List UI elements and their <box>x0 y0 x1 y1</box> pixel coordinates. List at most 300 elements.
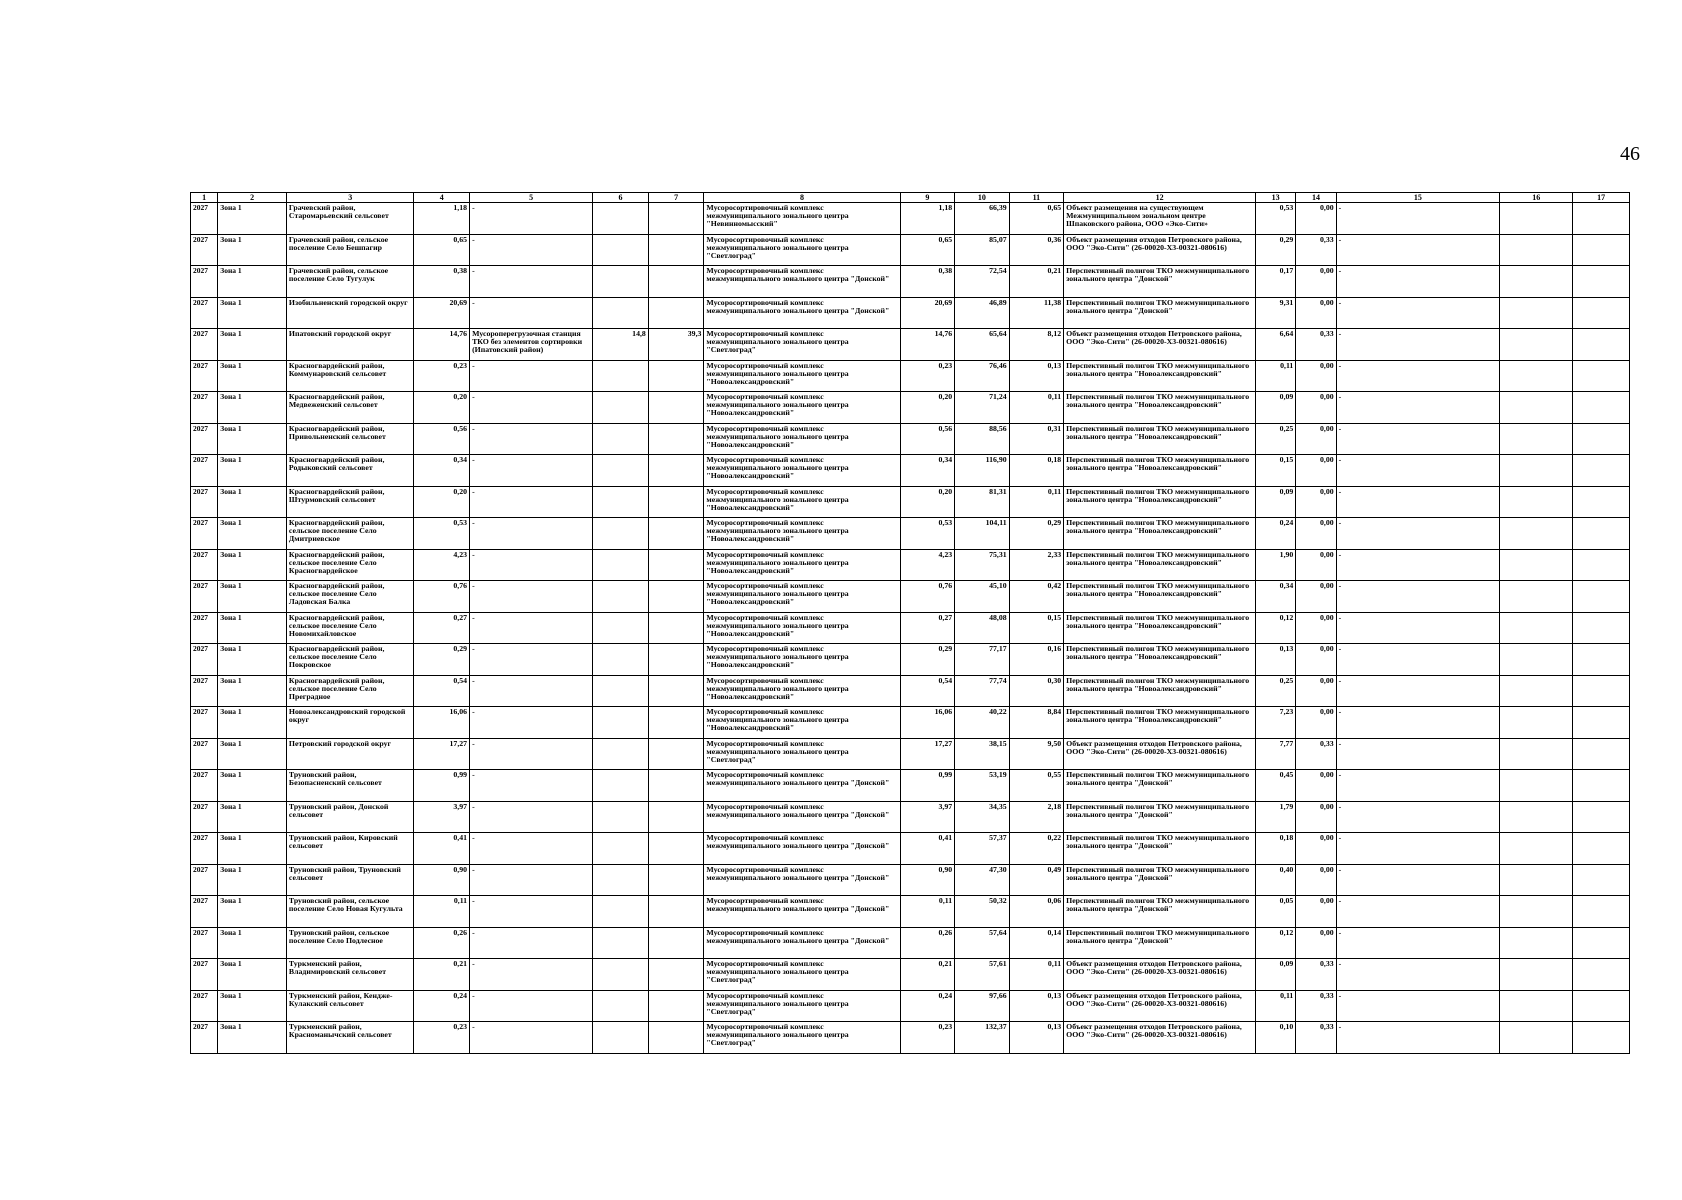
cell-sorting-volume: 20,69 <box>900 297 955 329</box>
cell-col-16 <box>1500 203 1573 235</box>
cell-waste-volume: 0,23 <box>414 1022 470 1054</box>
column-number-6: 6 <box>593 193 649 203</box>
cell-year: 2027 <box>191 455 218 487</box>
cell-transfer-station: - <box>470 644 593 676</box>
cell-col-17 <box>1573 423 1630 455</box>
cell-transfer-station: - <box>470 927 593 959</box>
cell-transfer-distance <box>648 549 704 581</box>
cell-sorting-complex: Мусоросортировочный комплекс межмуниципального зонального центра "Донской" <box>704 833 900 865</box>
cell-waste-volume: 0,21 <box>414 959 470 991</box>
cell-disposal-object: Перспективный полигон ТКО межмуниципального зонального центра "Новоалександровский" <box>1064 675 1256 707</box>
cell-zone: Зона 1 <box>218 738 287 770</box>
cell-recyclables-volume: 0,40 <box>1256 864 1296 896</box>
cell-zone: Зона 1 <box>218 864 287 896</box>
cell-disposal-volume: 0,11 <box>1009 959 1064 991</box>
cell-col-15: - <box>1336 864 1500 896</box>
cell-disposal-object: Объект размещения отходов Петровского района, ООО "Эко-Сити" (26-00020-Х3-00321-080616) <box>1064 329 1256 361</box>
cell-sorting-volume: 3,97 <box>900 801 955 833</box>
cell-municipality: Труновский район, Кировский сельсовет <box>286 833 414 865</box>
cell-year: 2027 <box>191 360 218 392</box>
cell-sorting-complex: Мусоросортировочный комплекс межмуниципального зонального центра "Новоалександровский" <box>704 549 900 581</box>
cell-transfer-distance <box>648 423 704 455</box>
cell-col-16 <box>1500 455 1573 487</box>
cell-waste-volume: 1,18 <box>414 203 470 235</box>
cell-col-17 <box>1573 675 1630 707</box>
cell-utilization-share: 0,00 <box>1296 455 1336 487</box>
cell-waste-volume: 16,06 <box>414 707 470 739</box>
cell-transfer-distance <box>648 1022 704 1054</box>
cell-col-17 <box>1573 297 1630 329</box>
cell-recyclables-volume: 0,53 <box>1256 203 1296 235</box>
cell-disposal-volume: 0,29 <box>1009 518 1064 550</box>
cell-transfer-distance <box>648 927 704 959</box>
cell-transfer-station: - <box>470 549 593 581</box>
cell-utilization-share: 0,00 <box>1296 833 1336 865</box>
cell-municipality: Красногвардейский район, Родыковский сельсовет <box>286 455 414 487</box>
cell-waste-volume: 0,26 <box>414 927 470 959</box>
cell-transfer-station: - <box>470 581 593 613</box>
cell-distance-km: 57,64 <box>955 927 1010 959</box>
cell-sorting-complex: Мусоросортировочный комплекс межмуниципального зонального центра "Донской" <box>704 864 900 896</box>
cell-transfer-station: - <box>470 455 593 487</box>
cell-waste-volume: 0,65 <box>414 234 470 266</box>
cell-sorting-complex: Мусоросортировочный комплекс межмуниципального зонального центра "Новоалександровский" <box>704 455 900 487</box>
cell-disposal-volume: 0,21 <box>1009 266 1064 298</box>
cell-utilization-share: 0,00 <box>1296 297 1336 329</box>
cell-transfer-distance <box>648 896 704 928</box>
cell-col-17 <box>1573 738 1630 770</box>
cell-disposal-volume: 0,16 <box>1009 644 1064 676</box>
cell-col-15: - <box>1336 360 1500 392</box>
cell-year: 2027 <box>191 990 218 1022</box>
cell-sorting-volume: 0,29 <box>900 644 955 676</box>
cell-waste-volume: 17,27 <box>414 738 470 770</box>
cell-sorting-complex: Мусоросортировочный комплекс межмуниципального зонального центра "Новоалександровский" <box>704 360 900 392</box>
cell-sorting-volume: 0,26 <box>900 927 955 959</box>
cell-transfer-distance <box>648 959 704 991</box>
cell-waste-volume: 0,99 <box>414 770 470 802</box>
cell-zone: Зона 1 <box>218 423 287 455</box>
cell-recyclables-volume: 0,15 <box>1256 455 1296 487</box>
cell-transfer-capacity <box>593 486 649 518</box>
cell-col-16 <box>1500 297 1573 329</box>
cell-waste-volume: 0,56 <box>414 423 470 455</box>
cell-disposal-volume: 2,18 <box>1009 801 1064 833</box>
cell-distance-km: 66,39 <box>955 203 1010 235</box>
cell-sorting-volume: 0,11 <box>900 896 955 928</box>
cell-transfer-distance <box>648 864 704 896</box>
cell-recyclables-volume: 1,79 <box>1256 801 1296 833</box>
column-number-16: 16 <box>1500 193 1573 203</box>
cell-year: 2027 <box>191 1022 218 1054</box>
cell-col-16 <box>1500 738 1573 770</box>
cell-col-15: - <box>1336 770 1500 802</box>
cell-sorting-volume: 0,53 <box>900 518 955 550</box>
cell-distance-km: 77,74 <box>955 675 1010 707</box>
cell-disposal-volume: 0,18 <box>1009 455 1064 487</box>
cell-sorting-volume: 0,23 <box>900 1022 955 1054</box>
cell-col-16 <box>1500 360 1573 392</box>
cell-distance-km: 75,31 <box>955 549 1010 581</box>
table-row <box>191 392 1630 424</box>
cell-utilization-share: 0,00 <box>1296 864 1336 896</box>
cell-transfer-capacity <box>593 959 649 991</box>
cell-waste-volume: 14,76 <box>414 329 470 361</box>
cell-transfer-distance <box>648 234 704 266</box>
cell-disposal-volume: 0,13 <box>1009 360 1064 392</box>
cell-zone: Зона 1 <box>218 770 287 802</box>
cell-municipality: Ипатовский городской округ <box>286 329 414 361</box>
cell-col-17 <box>1573 770 1630 802</box>
cell-year: 2027 <box>191 959 218 991</box>
cell-disposal-volume: 0,11 <box>1009 486 1064 518</box>
table-row <box>191 644 1630 676</box>
column-number-15: 15 <box>1336 193 1500 203</box>
cell-transfer-distance: 39,3 <box>648 329 704 361</box>
table-row <box>191 581 1630 613</box>
cell-municipality: Изобильненский городской округ <box>286 297 414 329</box>
cell-col-17 <box>1573 392 1630 424</box>
cell-sorting-volume: 0,23 <box>900 360 955 392</box>
cell-transfer-distance <box>648 990 704 1022</box>
cell-disposal-object: Перспективный полигон ТКО межмуниципального зонального центра "Новоалександровский" <box>1064 549 1256 581</box>
cell-disposal-object: Перспективный полигон ТКО межмуниципального зонального центра "Новоалександровский" <box>1064 707 1256 739</box>
cell-utilization-share: 0,00 <box>1296 707 1336 739</box>
cell-year: 2027 <box>191 644 218 676</box>
cell-col-15: - <box>1336 329 1500 361</box>
cell-municipality: Грачевский район, сельское поселение Село Бешпагир <box>286 234 414 266</box>
cell-disposal-volume: 0,42 <box>1009 581 1064 613</box>
cell-col-15: - <box>1336 234 1500 266</box>
cell-waste-volume: 0,34 <box>414 455 470 487</box>
cell-disposal-object: Объект размещения отходов Петровского района, ООО "Эко-Сити" (26-00020-Х3-00321-080616) <box>1064 990 1256 1022</box>
cell-transfer-station: Мусороперегрузочная станция ТКО без элементов сортировки (Ипатовский район) <box>470 329 593 361</box>
cell-sorting-volume: 0,38 <box>900 266 955 298</box>
cell-transfer-capacity <box>593 203 649 235</box>
cell-disposal-object: Перспективный полигон ТКО межмуниципального зонального центра "Донской" <box>1064 927 1256 959</box>
cell-col-17 <box>1573 959 1630 991</box>
cell-col-17 <box>1573 864 1630 896</box>
cell-zone: Зона 1 <box>218 927 287 959</box>
cell-recyclables-volume: 0,25 <box>1256 675 1296 707</box>
cell-disposal-object: Перспективный полигон ТКО межмуниципального зонального центра "Донской" <box>1064 297 1256 329</box>
cell-disposal-object: Перспективный полигон ТКО межмуниципального зонального центра "Новоалександровский" <box>1064 486 1256 518</box>
cell-col-17 <box>1573 518 1630 550</box>
cell-sorting-volume: 0,24 <box>900 990 955 1022</box>
cell-distance-km: 81,31 <box>955 486 1010 518</box>
cell-zone: Зона 1 <box>218 833 287 865</box>
cell-col-16 <box>1500 486 1573 518</box>
cell-col-15: - <box>1336 833 1500 865</box>
cell-utilization-share: 0,33 <box>1296 1022 1336 1054</box>
cell-transfer-station: - <box>470 486 593 518</box>
cell-col-15: - <box>1336 612 1500 644</box>
cell-col-16 <box>1500 990 1573 1022</box>
cell-disposal-volume: 0,13 <box>1009 1022 1064 1054</box>
cell-recyclables-volume: 0,10 <box>1256 1022 1296 1054</box>
cell-transfer-station: - <box>470 203 593 235</box>
cell-transfer-station: - <box>470 297 593 329</box>
cell-sorting-volume: 0,27 <box>900 612 955 644</box>
cell-col-17 <box>1573 990 1630 1022</box>
cell-disposal-object: Перспективный полигон ТКО межмуниципального зонального центра "Новоалександровский" <box>1064 392 1256 424</box>
cell-distance-km: 57,37 <box>955 833 1010 865</box>
cell-recyclables-volume: 0,18 <box>1256 833 1296 865</box>
cell-year: 2027 <box>191 675 218 707</box>
cell-year: 2027 <box>191 833 218 865</box>
cell-col-15: - <box>1336 959 1500 991</box>
cell-transfer-capacity <box>593 864 649 896</box>
cell-sorting-complex: Мусоросортировочный комплекс межмуниципального зонального центра "Новоалександровский" <box>704 581 900 613</box>
table-row <box>191 833 1630 865</box>
table-row <box>191 360 1630 392</box>
cell-municipality: Красногвардейский район, сельское поселение Село Красногвардейское <box>286 549 414 581</box>
cell-transfer-capacity <box>593 266 649 298</box>
cell-zone: Зона 1 <box>218 612 287 644</box>
cell-disposal-volume: 8,12 <box>1009 329 1064 361</box>
cell-year: 2027 <box>191 329 218 361</box>
cell-transfer-station: - <box>470 738 593 770</box>
cell-disposal-volume: 0,06 <box>1009 896 1064 928</box>
table-row <box>191 297 1630 329</box>
cell-municipality: Красногвардейский район, сельское поселение Село Новомихайловское <box>286 612 414 644</box>
cell-transfer-capacity <box>593 770 649 802</box>
cell-year: 2027 <box>191 801 218 833</box>
cell-waste-volume: 0,11 <box>414 896 470 928</box>
cell-transfer-station: - <box>470 896 593 928</box>
column-number-row <box>191 193 1630 203</box>
cell-transfer-distance <box>648 360 704 392</box>
cell-utilization-share: 0,00 <box>1296 801 1336 833</box>
cell-sorting-volume: 14,76 <box>900 329 955 361</box>
cell-transfer-distance <box>648 833 704 865</box>
cell-transfer-capacity <box>593 423 649 455</box>
cell-year: 2027 <box>191 927 218 959</box>
cell-col-16 <box>1500 675 1573 707</box>
cell-transfer-station: - <box>470 234 593 266</box>
cell-distance-km: 104,11 <box>955 518 1010 550</box>
cell-col-15: - <box>1336 297 1500 329</box>
cell-col-16 <box>1500 770 1573 802</box>
cell-col-17 <box>1573 833 1630 865</box>
cell-utilization-share: 0,33 <box>1296 329 1336 361</box>
cell-disposal-object: Объект размещения отходов Петровского района, ООО "Эко-Сити" (26-00020-Х3-00321-080616) <box>1064 738 1256 770</box>
cell-col-16 <box>1500 549 1573 581</box>
waste-flow-table <box>190 192 1630 1054</box>
cell-distance-km: 77,17 <box>955 644 1010 676</box>
cell-col-17 <box>1573 234 1630 266</box>
cell-distance-km: 48,08 <box>955 612 1010 644</box>
cell-zone: Зона 1 <box>218 518 287 550</box>
cell-year: 2027 <box>191 518 218 550</box>
cell-zone: Зона 1 <box>218 644 287 676</box>
cell-sorting-volume: 0,99 <box>900 770 955 802</box>
cell-transfer-capacity <box>593 675 649 707</box>
cell-municipality: Труновский район, сельское поселение Село Подлесное <box>286 927 414 959</box>
cell-year: 2027 <box>191 864 218 896</box>
cell-transfer-distance <box>648 581 704 613</box>
cell-sorting-complex: Мусоросортировочный комплекс межмуниципального зонального центра "Новоалександровский" <box>704 392 900 424</box>
cell-col-15: - <box>1336 203 1500 235</box>
cell-waste-volume: 20,69 <box>414 297 470 329</box>
cell-utilization-share: 0,00 <box>1296 360 1336 392</box>
cell-transfer-capacity <box>593 1022 649 1054</box>
cell-sorting-volume: 4,23 <box>900 549 955 581</box>
cell-col-17 <box>1573 612 1630 644</box>
cell-transfer-distance <box>648 770 704 802</box>
cell-transfer-distance <box>648 801 704 833</box>
cell-disposal-volume: 0,36 <box>1009 234 1064 266</box>
table-row <box>191 707 1630 739</box>
cell-transfer-station: - <box>470 707 593 739</box>
table-body <box>191 203 1630 1054</box>
cell-sorting-volume: 16,06 <box>900 707 955 739</box>
table-row <box>191 990 1630 1022</box>
cell-zone: Зона 1 <box>218 266 287 298</box>
cell-disposal-object: Перспективный полигон ТКО межмуниципального зонального центра "Новоалександровский" <box>1064 455 1256 487</box>
cell-col-17 <box>1573 360 1630 392</box>
cell-distance-km: 71,24 <box>955 392 1010 424</box>
cell-col-16 <box>1500 927 1573 959</box>
cell-disposal-volume: 0,65 <box>1009 203 1064 235</box>
cell-transfer-capacity <box>593 549 649 581</box>
cell-col-16 <box>1500 959 1573 991</box>
cell-sorting-volume: 1,18 <box>900 203 955 235</box>
cell-disposal-volume: 0,22 <box>1009 833 1064 865</box>
cell-disposal-object: Объект размещения на существующем Межмуниципальном зональном центре Шпаковского района, ООО «Эко-Сити» <box>1064 203 1256 235</box>
cell-waste-volume: 0,20 <box>414 486 470 518</box>
cell-recyclables-volume: 0,45 <box>1256 770 1296 802</box>
cell-waste-volume: 4,23 <box>414 549 470 581</box>
cell-distance-km: 47,30 <box>955 864 1010 896</box>
cell-sorting-volume: 0,20 <box>900 486 955 518</box>
cell-distance-km: 50,32 <box>955 896 1010 928</box>
cell-utilization-share: 0,33 <box>1296 990 1336 1022</box>
cell-waste-volume: 0,24 <box>414 990 470 1022</box>
cell-disposal-object: Перспективный полигон ТКО межмуниципального зонального центра "Новоалександровский" <box>1064 518 1256 550</box>
cell-col-15: - <box>1336 549 1500 581</box>
cell-municipality: Грачевский район, Старомарьевский сельсовет <box>286 203 414 235</box>
cell-utilization-share: 0,00 <box>1296 203 1336 235</box>
cell-transfer-capacity <box>593 360 649 392</box>
column-number-8: 8 <box>704 193 900 203</box>
cell-distance-km: 85,07 <box>955 234 1010 266</box>
cell-sorting-complex: Мусоросортировочный комплекс межмуниципального зонального центра "Новоалександровский" <box>704 612 900 644</box>
cell-municipality: Петровский городской округ <box>286 738 414 770</box>
cell-transfer-capacity: 14,8 <box>593 329 649 361</box>
cell-col-16 <box>1500 896 1573 928</box>
cell-municipality: Новоалександровский городской округ <box>286 707 414 739</box>
cell-utilization-share: 0,00 <box>1296 927 1336 959</box>
cell-recyclables-volume: 9,31 <box>1256 297 1296 329</box>
cell-sorting-volume: 0,21 <box>900 959 955 991</box>
cell-transfer-capacity <box>593 297 649 329</box>
cell-zone: Зона 1 <box>218 203 287 235</box>
cell-municipality: Красногвардейский район, Медвеженский сельсовет <box>286 392 414 424</box>
table-row <box>191 1022 1630 1054</box>
cell-year: 2027 <box>191 203 218 235</box>
cell-disposal-object: Перспективный полигон ТКО межмуниципального зонального центра "Донской" <box>1064 864 1256 896</box>
cell-utilization-share: 0,00 <box>1296 549 1336 581</box>
cell-zone: Зона 1 <box>218 329 287 361</box>
cell-recyclables-volume: 0,13 <box>1256 644 1296 676</box>
cell-municipality: Красногвардейский район, сельское поселение Село Ладовская Балка <box>286 581 414 613</box>
cell-disposal-object: Перспективный полигон ТКО межмуниципального зонального центра "Новоалександровский" <box>1064 644 1256 676</box>
cell-distance-km: 88,56 <box>955 423 1010 455</box>
cell-disposal-object: Перспективный полигон ТКО межмуниципального зонального центра "Новоалександровский" <box>1064 360 1256 392</box>
cell-distance-km: 45,10 <box>955 581 1010 613</box>
cell-year: 2027 <box>191 612 218 644</box>
cell-utilization-share: 0,00 <box>1296 581 1336 613</box>
cell-distance-km: 97,66 <box>955 990 1010 1022</box>
cell-transfer-capacity <box>593 644 649 676</box>
cell-sorting-complex: Мусоросортировочный комплекс межмуниципального зонального центра "Невинномысский" <box>704 203 900 235</box>
cell-sorting-complex: Мусоросортировочный комплекс межмуниципального зонального центра "Новоалександровский" <box>704 423 900 455</box>
cell-zone: Зона 1 <box>218 392 287 424</box>
cell-recyclables-volume: 1,90 <box>1256 549 1296 581</box>
cell-recyclables-volume: 0,12 <box>1256 612 1296 644</box>
cell-col-15: - <box>1336 266 1500 298</box>
table-row <box>191 801 1630 833</box>
cell-sorting-complex: Мусоросортировочный комплекс межмуниципального зонального центра "Донской" <box>704 770 900 802</box>
cell-transfer-station: - <box>470 266 593 298</box>
cell-utilization-share: 0,00 <box>1296 392 1336 424</box>
cell-utilization-share: 0,33 <box>1296 959 1336 991</box>
cell-col-17 <box>1573 927 1630 959</box>
cell-col-17 <box>1573 644 1630 676</box>
cell-col-15: - <box>1336 675 1500 707</box>
cell-transfer-distance <box>648 612 704 644</box>
cell-sorting-volume: 0,20 <box>900 392 955 424</box>
cell-col-15: - <box>1336 738 1500 770</box>
cell-transfer-station: - <box>470 801 593 833</box>
cell-municipality: Труновский район, Донской сельсовет <box>286 801 414 833</box>
table-row <box>191 518 1630 550</box>
cell-municipality: Труновский район, сельское поселение Село Новая Кугульта <box>286 896 414 928</box>
cell-col-16 <box>1500 392 1573 424</box>
column-number-11: 11 <box>1009 193 1064 203</box>
cell-municipality: Туркменский район, Кендже-Кулакский сельсовет <box>286 990 414 1022</box>
table-row <box>191 549 1630 581</box>
cell-sorting-volume: 0,76 <box>900 581 955 613</box>
cell-municipality: Грачевский район, сельское поселение Село Тугулук <box>286 266 414 298</box>
table-row <box>191 738 1630 770</box>
cell-col-17 <box>1573 329 1630 361</box>
cell-col-17 <box>1573 455 1630 487</box>
cell-sorting-volume: 0,41 <box>900 833 955 865</box>
cell-distance-km: 132,37 <box>955 1022 1010 1054</box>
cell-col-16 <box>1500 644 1573 676</box>
cell-distance-km: 46,89 <box>955 297 1010 329</box>
cell-zone: Зона 1 <box>218 486 287 518</box>
cell-transfer-capacity <box>593 234 649 266</box>
cell-transfer-station: - <box>470 864 593 896</box>
cell-col-17 <box>1573 1022 1630 1054</box>
table-row <box>191 266 1630 298</box>
cell-recyclables-volume: 0,11 <box>1256 990 1296 1022</box>
cell-sorting-volume: 0,56 <box>900 423 955 455</box>
cell-sorting-complex: Мусоросортировочный комплекс межмуниципального зонального центра "Новоалександровский" <box>704 675 900 707</box>
cell-transfer-distance <box>648 707 704 739</box>
cell-recyclables-volume: 0,29 <box>1256 234 1296 266</box>
cell-col-16 <box>1500 833 1573 865</box>
table-row <box>191 329 1630 361</box>
cell-recyclables-volume: 0,12 <box>1256 927 1296 959</box>
table-row <box>191 203 1630 235</box>
cell-sorting-complex: Мусоросортировочный комплекс межмуниципального зонального центра "Донской" <box>704 927 900 959</box>
cell-zone: Зона 1 <box>218 297 287 329</box>
cell-distance-km: 34,35 <box>955 801 1010 833</box>
